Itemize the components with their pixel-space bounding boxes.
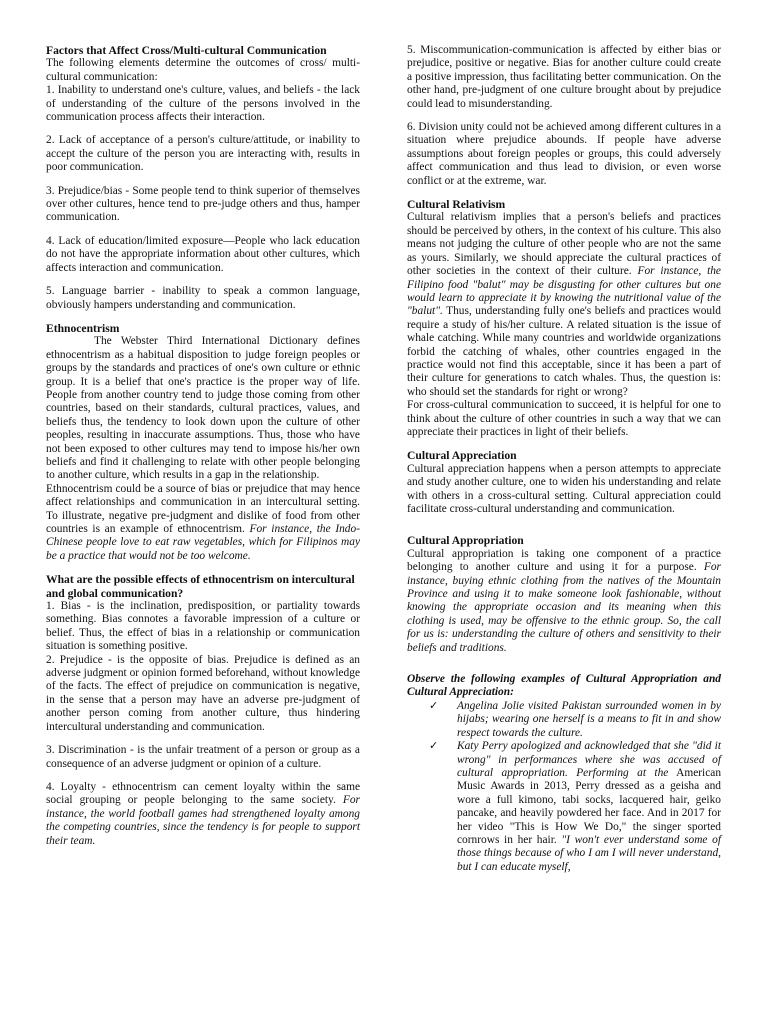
factors-intro: The following elements determine the outcomes of cross/ multi-cultural communication: (46, 57, 360, 83)
checkmark-icon: ✓ (429, 699, 439, 712)
example-katy-italic: Katy Perry apologized and acknowledged that she "did it wrong" in performances where she was accused of cultural appropriation. Performing at the (457, 740, 721, 779)
ethnocentrism-example: For instance, the Indo-Chinese people love to eat raw vegetables, which for Filipinos may be a practice that would not be too welcome. (46, 523, 360, 562)
effect-item-2: 2. Prejudice - is the opposite of bias. Prejudice is defined as an adverse judgment or opinion formed beforehand, without knowledge of the facts. The effect of prejudice on communication is negative, in the sense that a person may have an adverse pre-judgment of another person coming from another culture, thus hindering intercultural understanding and communication. (46, 653, 360, 733)
appropriation-text: Cultural appropriation is taking one component of a practice belonging to another culture and using it for a purpose. (407, 547, 721, 574)
list-item (407, 700, 721, 740)
relativism-text-a: Cultural relativism implies that a person's beliefs and practices should be perceived by others, in the context of his culture. This also means not judging the culture of other people who are not the same as yours. Similarly, we should appreciate the cultural practices of other societies in the context of their culture. (407, 211, 721, 278)
left-column (46, 44, 360, 858)
relativism-heading: Cultural Relativism (407, 198, 506, 212)
example-angelina: Angelina Jolie visited Pakistan surrounded women in by hijabs; wearing one herself is a means to fit in and show respect towards the culture. (457, 699, 721, 739)
factor-item-2: 2. Lack of acceptance of a person's culture/attitude, or inability to accept the culture of the person you are interacting with, results in poor communication. (46, 134, 360, 174)
ethnocentrism-paragraph-2 (46, 483, 360, 563)
factors-heading: Factors that Affect Cross/Multi-cultural Communication (46, 44, 327, 57)
relativism-text-b: Thus, understanding fully one's beliefs and practices would require a study of his/her culture. A related situation is the issue of whale catching. While many countries and worldwide organizations forbid the catching of whales, other countries engaged in the practice would not find this acceptable, since it has been a part of their culture for generations to catch whales. Thus, the question is: who should set the standards for right or wrong? (407, 305, 721, 398)
examples-list (407, 700, 721, 874)
effect-item-3: 3. Discrimination - is the unfair treatment of a person or group as a consequence of an adverse judgment or opinion of a culture. (46, 744, 360, 770)
relativism-example: For instance, the Filipino food "balut" may be disgusting for other cultures but one would learn to appreciate it by knowing the nutritional value of the "balut". (407, 265, 721, 318)
appreciation-heading: Cultural Appreciation (407, 449, 517, 463)
factor-item-3: 3. Prejudice/bias - Some people tend to think superior of themselves over other cultures, hence tend to pre-judge others and thus, hamper communication. (46, 184, 360, 224)
relativism-paragraph-2: For cross-cultural communication to succeed, it is helpful for one to think about the culture of other countries in such a way that we can appreciate their practices in light of their beliefs. (407, 399, 721, 438)
appropriation-example: For instance, buying ethnic clothing from the natives of the Mountain Province and using it to make someone look fashionable, without knowing the appropriate occasion and its meaning when this clothing is used, may be offensive to the ethnic group. So, the call for us is: understanding the culture of others and sensitivity to their beliefs and traditions. (407, 561, 721, 654)
effect-item-4-example: For instance, the world football games had strengthened loyalty among the competing countries, since the tendency is for people to support their team. (46, 794, 360, 847)
checkmark-icon: ✓ (429, 740, 439, 753)
effect-item-6: 6. Division unity could not be achieved among different cultures in a situation where prejudice abounds. If people have adverse assumptions about foreign peoples or groups, this could adversely affect communication and thus lead to division, or even worse conflict or at the extreme, war. (407, 121, 721, 187)
appropriation-heading: Cultural Appropriation (407, 534, 524, 548)
appropriation-paragraph (407, 548, 721, 655)
factor-item-4: 4. Lack of education/limited exposure—People who lack education do not have the appropriate information about other cultures, which affects interaction and communication. (46, 234, 360, 274)
factor-item-1: 1. Inability to understand one's culture, values, and beliefs - the lack of understanding of the culture of the persons involved in the communication process affects their interaction. (46, 84, 360, 124)
effect-item-1: 1. Bias - is the inclination, predisposition, or partiality towards something. Bias connotes a favorable impression of a culture or belief. Thus, the effect of bias in a relationship or communication situation is something positive. (46, 600, 360, 653)
relativism-paragraph-1 (407, 211, 721, 399)
observe-heading: Observe the following examples of Cultural Appropriation and Cultural Appreciation: (407, 673, 721, 699)
list-item (407, 740, 721, 874)
effect-item-5: 5. Miscommunication-communication is affected by either bias or prejudice, positive or negative. Bias for another culture could create a positive impression, thus facilitating better communication. On the other hand, pre-judgment of one culture brought about by prejudice could lead to misunderstanding. (407, 44, 721, 110)
ethnocentrism-heading: Ethnocentrism (46, 321, 120, 335)
factor-item-5: 5. Language barrier - inability to speak a common language, obviously hampers understanding and communication. (46, 285, 360, 311)
ethnocentrism-paragraph-1: The Webster Third International Dictionary defines ethnocentrism as a habitual disposition to judge foreign peoples or groups by the standards and practices of one's own culture or ethnic group. It is a belief that one's practice is the proper way of life. People from another country tend to judge those coming from other countries, based on their standards, cultural practices, values, and beliefs thus, the tendency to look down upon the culture of other peoples, resulting in inaccurate assumptions. Thus, those who have not been exposed to other cultures may tend to impose his/her own beliefs and find it challenging to relate with other people belonging to another culture, which results in a gap in the relationship. (46, 335, 360, 482)
effect-item-4 (46, 781, 360, 848)
right-column (407, 44, 721, 874)
example-katy-quote: "I won't ever understand some of those things because of who I am I will never understand, but I can educate myself, (457, 833, 722, 873)
ethnocentrism-paragraph-2-text: Ethnocentrism could be a source of bias or prejudice that may hence affect relationships and communication in an intercultural setting. To illustrate, negative pre-judgment and dislike of food from other countries is an example of ethnocentrism. (46, 482, 360, 535)
effect-item-4-text: 4. Loyalty - ethnocentrism can cement loyalty within the same social grouping or people belonging to the same society. (46, 780, 360, 807)
example-katy-text: American Music Awards in 2013, Perry dressed as a geisha and wore a full kimono, tabi socks, lacquered hair, geiko pancake, and heavily powdered her face. And in 2017 for her video "This is How We Do," the singer sported cornrows in her hair. (457, 766, 722, 846)
effects-heading: What are the possible effects of ethnocentrism on intercultural and global communication? (46, 573, 355, 600)
appreciation-paragraph: Cultural appreciation happens when a person attempts to appreciate and study another culture, one to widen his understanding and relate with others in a cross-cultural setting. Cultural appreciation could facilitate cross-cultural understanding and communication. (407, 462, 721, 515)
